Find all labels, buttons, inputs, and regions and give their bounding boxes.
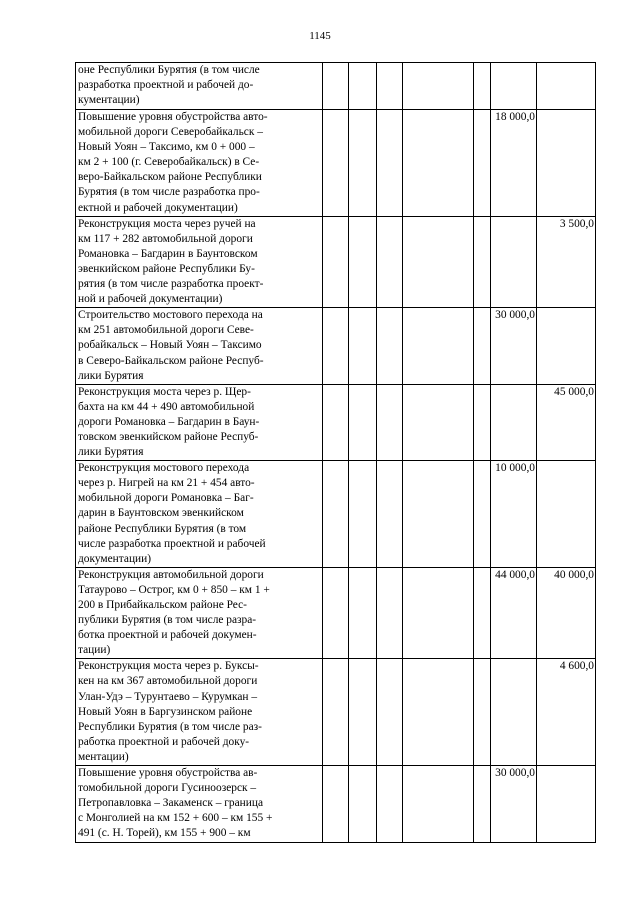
table-row xyxy=(76,308,596,384)
empty-cell xyxy=(323,110,349,217)
row-description: Реконструкция мостового перехода через р. Нигрей на км 21 + 454 авто- мобильной дороги Романовка – Баг- дарин в Баунтовском эвенкийском районе Республики Бурятия (в том числе разработка проектной и рабочей документации) xyxy=(76,461,323,568)
empty-cell xyxy=(349,461,377,568)
empty-cell xyxy=(377,110,403,217)
amount-cell: 18 000,0 xyxy=(491,110,537,217)
amount-cell: 45 000,0 xyxy=(537,384,596,460)
empty-cell xyxy=(349,216,377,308)
row-description: Реконструкция моста через р. Щер- бахта на км 44 + 490 автомобильной дороги Романовка – Багдарин в Баун- товском эвенкийском районе Респуб- лики Бурятия xyxy=(76,384,323,460)
empty-cell xyxy=(377,766,403,842)
empty-cell xyxy=(377,216,403,308)
empty-cell xyxy=(377,659,403,766)
page-number: 1145 xyxy=(309,30,331,42)
amount-cell xyxy=(491,216,537,308)
empty-cell xyxy=(349,110,377,217)
empty-cell xyxy=(323,63,349,110)
row-description: оне Республики Бурятия (в том числе разработка проектной и рабочей до- кументации) xyxy=(76,63,323,110)
amount-cell xyxy=(537,110,596,217)
table-row xyxy=(76,110,596,217)
amount-cell: 44 000,0 xyxy=(491,567,537,659)
empty-cell xyxy=(474,461,491,568)
empty-cell xyxy=(323,216,349,308)
row-description: Реконструкция автомобильной дороги Татаурово – Острог, км 0 + 850 – км 1 + 200 в Прибайкальском районе Рес- публики Бурятия (в том числе разра- ботка проектной и рабочей докумен- тации) xyxy=(76,567,323,659)
empty-cell xyxy=(403,461,474,568)
empty-cell xyxy=(474,384,491,460)
amount-cell: 30 000,0 xyxy=(491,308,537,384)
empty-cell xyxy=(474,567,491,659)
empty-cell xyxy=(403,567,474,659)
table-row xyxy=(76,659,596,766)
empty-cell xyxy=(323,567,349,659)
empty-cell xyxy=(323,308,349,384)
row-description: Повышение уровня обустройства ав- томобильной дороги Гусиноозерск – Петропавловка – Закаменск – граница с Монголией на км 152 + 600 – км 155 + 491 (с. Н. Торей), км 155 + 900 – км xyxy=(76,766,323,842)
amount-cell xyxy=(537,766,596,842)
empty-cell xyxy=(403,110,474,217)
empty-cell xyxy=(403,766,474,842)
row-description: Повышение уровня обустройства авто- мобильной дороги Северобайкальск – Новый Уоян – Таксимо, км 0 + 000 – км 2 + 100 (г. Северобайкальск) в Се- веро-Байкальском районе Республики Бурятия (в том числе разработка про- ектной и рабочей документации) xyxy=(76,110,323,217)
table-row xyxy=(76,567,596,659)
empty-cell xyxy=(349,766,377,842)
empty-cell xyxy=(403,63,474,110)
row-description: Строительство мостового перехода на км 251 автомобильной дороги Севе- робайкальск – Новый Уоян – Таксимо в Северо-Байкальском районе Респуб- лики Бурятия xyxy=(76,308,323,384)
empty-cell xyxy=(323,766,349,842)
amount-cell xyxy=(537,461,596,568)
empty-cell xyxy=(377,567,403,659)
amount-cell xyxy=(491,659,537,766)
empty-cell xyxy=(403,216,474,308)
empty-cell xyxy=(349,659,377,766)
table-row xyxy=(76,216,596,308)
empty-cell xyxy=(377,384,403,460)
empty-cell xyxy=(474,308,491,384)
empty-cell xyxy=(403,384,474,460)
empty-cell xyxy=(474,63,491,110)
empty-cell xyxy=(349,63,377,110)
empty-cell xyxy=(403,659,474,766)
budget-table xyxy=(75,62,596,843)
row-description: Реконструкция моста через р. Буксы- кен на км 367 автомобильной дороги Улан-Удэ – Турунтаево – Курумкан – Новый Уоян в Баргузинском районе Республики Бурятия (в том числе раз- работка проектной и рабочей доку- ментации) xyxy=(76,659,323,766)
empty-cell xyxy=(323,659,349,766)
empty-cell xyxy=(474,216,491,308)
empty-cell xyxy=(349,384,377,460)
amount-cell xyxy=(537,308,596,384)
empty-cell xyxy=(474,110,491,217)
table-row xyxy=(76,766,596,842)
table-row xyxy=(76,461,596,568)
amount-cell: 30 000,0 xyxy=(491,766,537,842)
row-description: Реконструкция моста через ручей на км 117 + 282 автомобильной дороги Романовка – Багдарин в Баунтовском эвенкийском районе Республики Бу- рятия (в том числе разработка проект- ной и рабочей документации) xyxy=(76,216,323,308)
empty-cell xyxy=(349,308,377,384)
empty-cell xyxy=(474,659,491,766)
amount-cell: 10 000,0 xyxy=(491,461,537,568)
empty-cell xyxy=(323,384,349,460)
empty-cell xyxy=(403,308,474,384)
table-row xyxy=(76,63,596,110)
amount-cell: 3 500,0 xyxy=(537,216,596,308)
empty-cell xyxy=(377,308,403,384)
empty-cell xyxy=(377,63,403,110)
amount-cell: 4 600,0 xyxy=(537,659,596,766)
empty-cell xyxy=(349,567,377,659)
empty-cell xyxy=(323,461,349,568)
empty-cell xyxy=(474,766,491,842)
amount-cell: 40 000,0 xyxy=(537,567,596,659)
table-row xyxy=(76,384,596,460)
empty-cell xyxy=(377,461,403,568)
amount-cell xyxy=(537,63,596,110)
amount-cell xyxy=(491,63,537,110)
amount-cell xyxy=(491,384,537,460)
